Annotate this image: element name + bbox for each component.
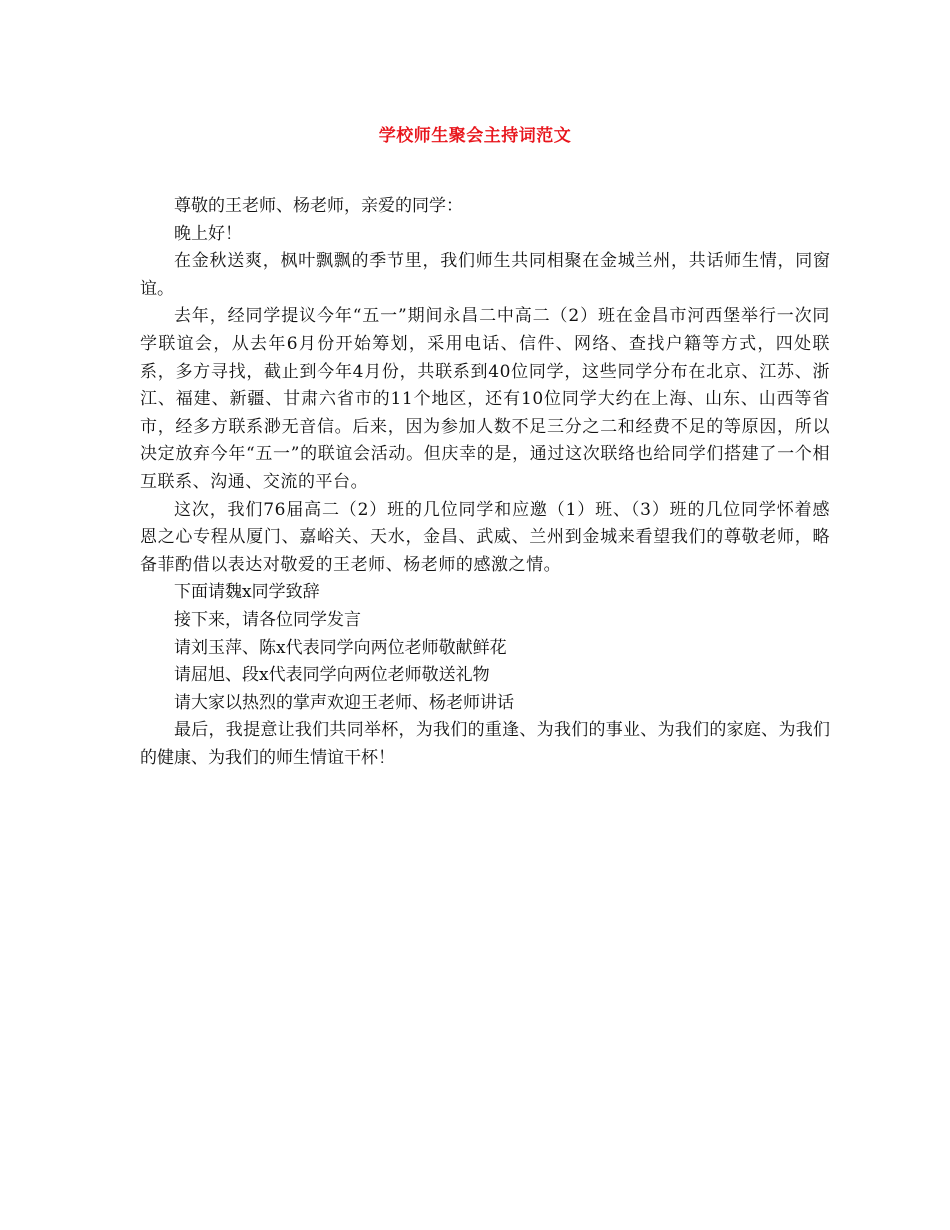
paragraph-salutation: 尊敬的王老师、杨老师，亲爱的同学： [174, 196, 463, 216]
document-title: 学校师生聚会主持词范文 [378, 126, 572, 146]
paragraph-speech-invite: 下面请魏x同学致辞 [174, 582, 320, 603]
paragraph-greeting: 晚上好！ [174, 223, 242, 244]
document-body [140, 193, 830, 772]
paragraph-visit: 这次，我们76届高二（2）班的几位同学和应邀（1）班、（3）班的几位同学怀着感恩之心专程从厦门、嘉峪关、天水，金昌、武威、兰州到金城来看望我们的尊敬老师，略备菲酌借以表达对敬爱的王老师、杨老师的感激之情。 [140, 499, 830, 575]
paragraph-gifts: 请屈旭、段x代表同学向两位老师敬送礼物 [174, 665, 490, 686]
paragraph-student-remarks: 接下来，请各位同学发言 [174, 609, 361, 630]
paragraph-teacher-speech: 请大家以热烈的掌声欢迎王老师、杨老师讲话 [174, 692, 514, 713]
paragraph-opening: 在金秋送爽，枫叶飘飘的季节里，我们师生共同相聚在金城兰州，共话师生情，同窗谊。 [140, 251, 830, 299]
paragraph-flowers: 请刘玉萍、陈x代表同学向两位老师敬献鲜花 [174, 637, 507, 658]
paragraph-background: 去年，经同学提议今年“五一”期间永昌二中高二（2）班在金昌市河西堡举行一次同学联谊会，从去年6月份开始筹划，采用电话、信件、网络、查找户籍等方式，四处联系，多方寻找，截止到今年4月份，共联系到40位同学，这些同学分布在北京、江苏、浙江、福建、新疆、甘肃六省市的11个地区，还有10位同学大约在上海、山东、山西等省市，经多方联系渺无音信。后来，因为参加人数不足三分之二和经费不足的等原因，所以决定放弃今年“五一”的联谊会活动。但庆幸的是，通过这次联络也给同学们搭建了一个相互联系、沟通、交流的平台。 [140, 306, 830, 492]
paragraph-toast: 最后，我提意让我们共同举杯，为我们的重逢、为我们的事业、为我们的家庭、为我们的健康、为我们的师生情谊干杯！ [140, 720, 830, 768]
